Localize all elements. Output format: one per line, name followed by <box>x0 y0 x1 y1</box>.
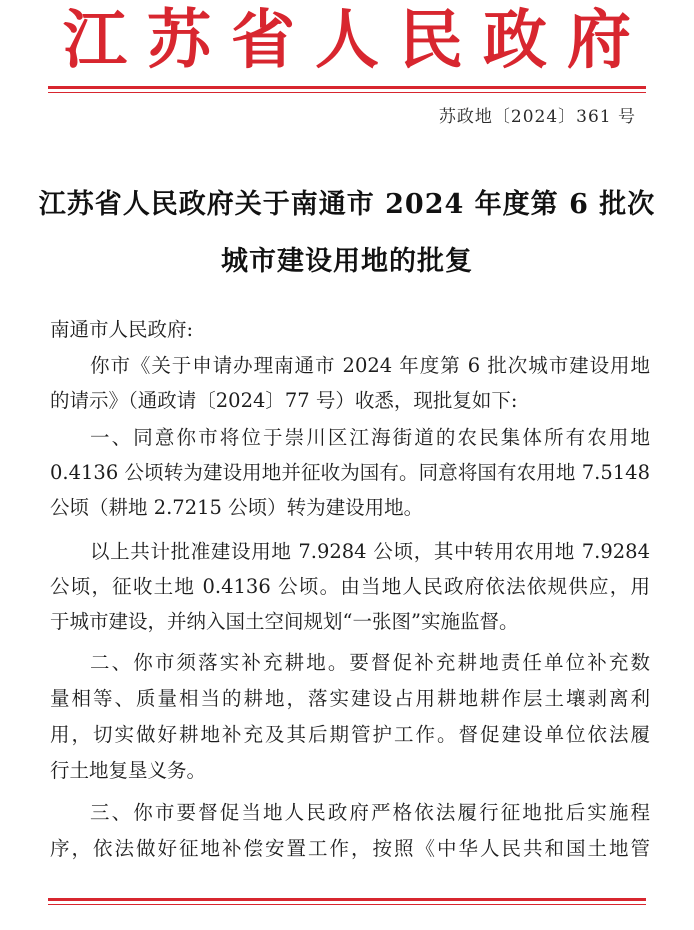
document-title-line-2: 城市建设用地的批复 <box>221 246 473 277</box>
salutation: 南通市人民政府: <box>50 318 194 341</box>
document-number: 苏政地〔2024〕361 号 <box>438 107 636 127</box>
document-title-line-1: 江苏省人民政府关于南通市 2024 年度第 6 批次 <box>38 189 656 220</box>
body-line: 行土地复垦义务。 <box>50 759 207 782</box>
body-line: 量相等、质量相当的耕地，落实建设占用耕地耕作层土壤剥离利 <box>50 687 650 710</box>
body-line: 一、同意你市将位于崇川区江海街道的农民集体所有农用地 <box>90 426 650 449</box>
footer-red-rule-thin <box>48 904 646 905</box>
masthead-red-rule <box>48 86 646 89</box>
body-line: 以上共计批准建设用地 7.9284 公顷，其中转用农用地 7.9284 <box>90 540 650 563</box>
body-line: 的请示》（通政请〔2024〕77 号）收悉，现批复如下: <box>50 389 518 412</box>
masthead-red-rule-thin <box>48 92 646 93</box>
body-line: 用，切实做好耕地补充及其后期管护工作。督促建设单位依法履 <box>50 723 650 746</box>
body-line: 公顷（耕地 2.7215 公顷）转为建设用地。 <box>50 496 424 519</box>
body-line: 二、你市须落实补充耕地。要督促补充耕地责任单位补充数 <box>90 651 650 674</box>
body-line: 你市《关于申请办理南通市 2024 年度第 6 批次城市建设用地 <box>90 354 650 377</box>
body-line: 序，依法做好征地补偿安置工作，按照《中华人民共和国土地管 <box>50 837 650 860</box>
footer-red-rule <box>48 898 646 901</box>
body-line: 于城市建设，并纳入国土空间规划“一张图”实施监督。 <box>50 610 519 633</box>
body-line: 三、你市要督促当地人民政府严格依法履行征地批后实施程 <box>90 801 650 824</box>
body-line: 公顷，征收土地 0.4136 公顷。由当地人民政府依法依规供应，用 <box>50 575 650 598</box>
masthead-title: 江苏省人民政府 <box>63 3 651 78</box>
body-line: 0.4136 公顷转为建设用地并征收为国有。同意将国有农用地 7.5148 <box>50 461 650 484</box>
